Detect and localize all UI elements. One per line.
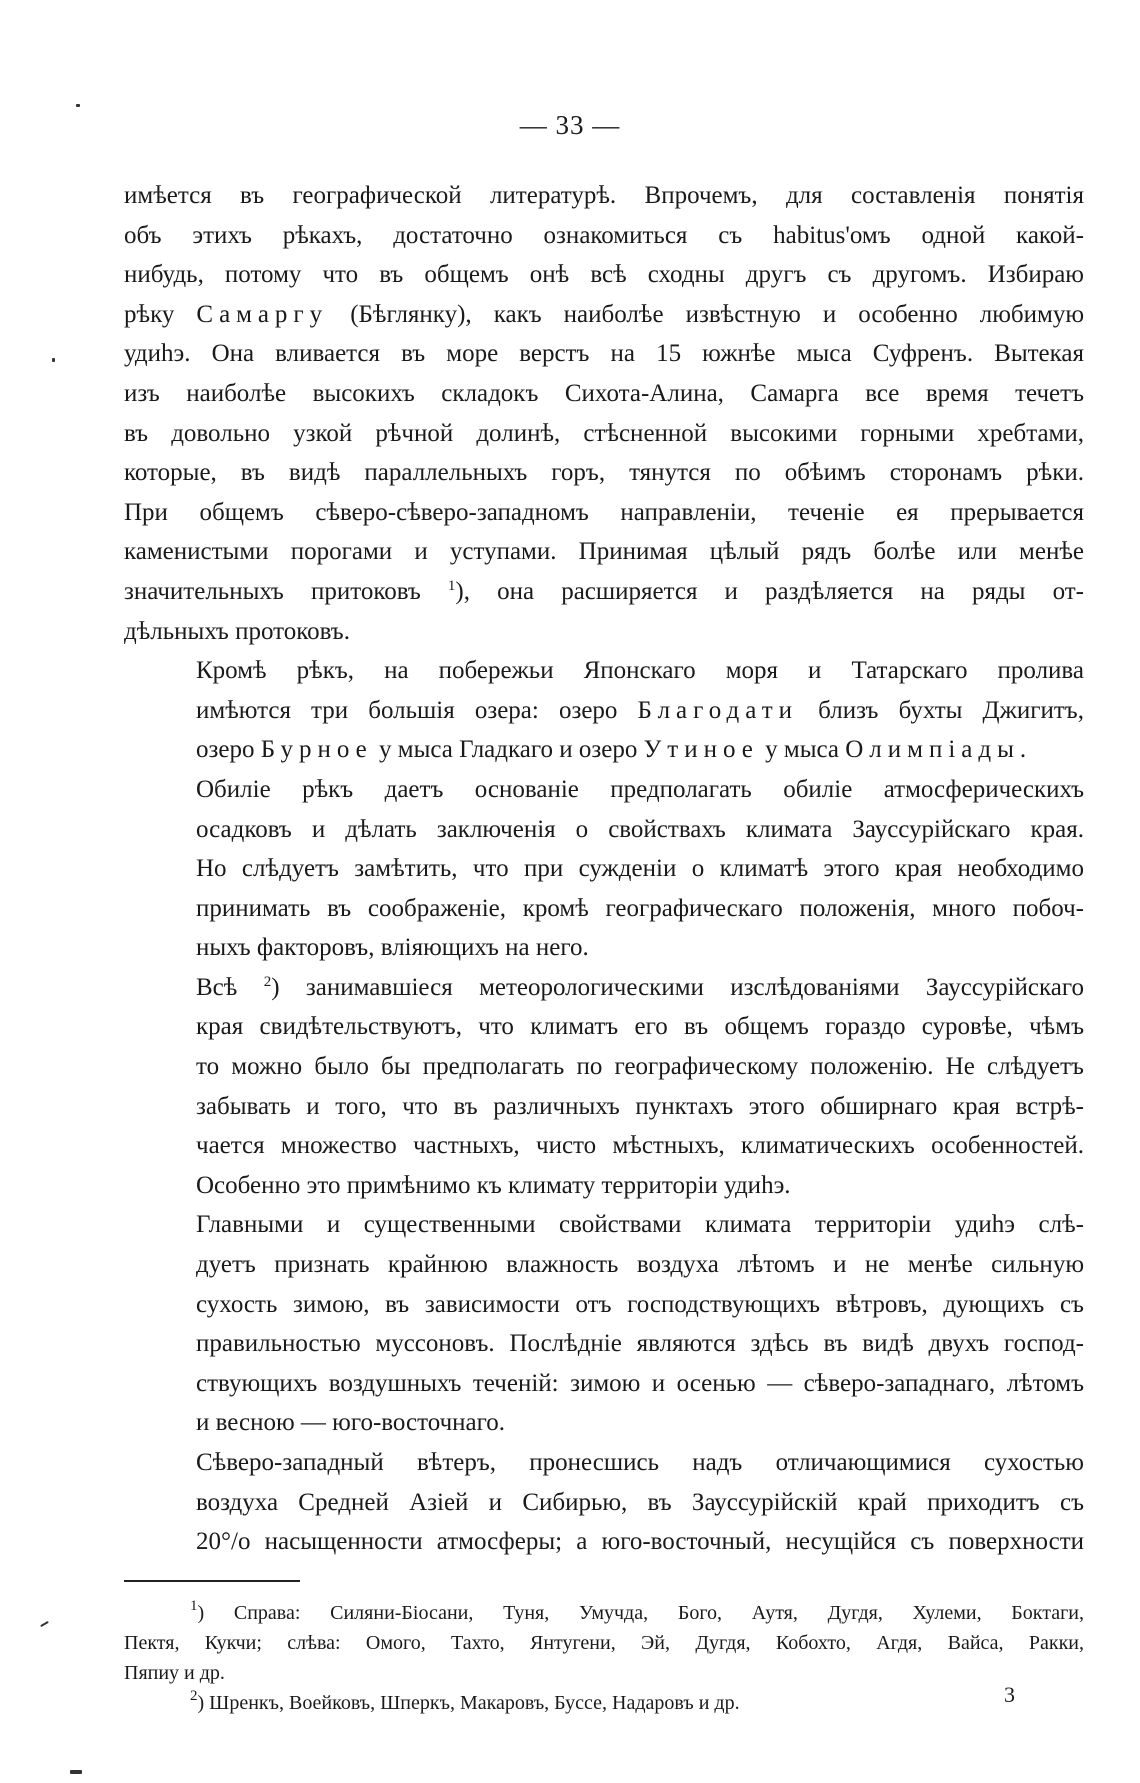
text-line: которые, въ видѣ параллельныхъ горъ, тянутся по обѣимъ сторонамъ рѣки. [124, 459, 1084, 487]
paragraph [124, 968, 1084, 1206]
text-line: ствующихъ воздушныхъ теченій: зимою и осенью — сѣверо-западнаго, лѣтомъ [196, 1369, 1084, 1397]
text-line: принимать въ соображеніе, кромѣ географическаго положенія, много побоч- [196, 894, 1084, 922]
text-line: Главными и существенными свойствами климата территоріи удиһэ слѣ- [196, 1211, 1084, 1239]
text-line: воздуха Средней Азіей и Сибирью, въ Зауссурійскій край приходитъ съ [196, 1488, 1084, 1516]
text-line: сухость зимою, въ зависимости отъ господствующихъ вѣтровъ, дующихъ съ [196, 1290, 1084, 1318]
text-line: дуетъ признать крайнюю влажность воздуха лѣтомъ и не менѣе сильную [196, 1251, 1084, 1279]
text-line: изъ наиболѣе высокихъ складокъ Сихота-Алина, Самарга все время течетъ [124, 379, 1084, 407]
text-line: При общемъ сѣверо-сѣверо-западномъ направленіи, теченіе ея прерывается [124, 498, 1084, 526]
text-line: объ этихъ рѣкахъ, достаточно ознакомиться съ habitus'омъ одной какой- [124, 221, 1084, 249]
footnote-2 [124, 1688, 1084, 1718]
footnote-reference: 2 [190, 1688, 198, 1704]
scan-speck [52, 358, 55, 362]
text-line: края свидѣтельствуютъ, что климатъ его въ общемъ гораздо суровѣе, чѣмъ [196, 1013, 1084, 1041]
spaced-name: Бурное [260, 736, 373, 764]
spaced-name: Самаргу [196, 300, 329, 328]
paragraph [124, 1443, 1084, 1562]
paragraph [124, 1205, 1084, 1443]
scan-speck [70, 1770, 82, 1774]
footnote-line: Пектя, Кукчи; слѣва: Омого, Тахто, Янтугени, Эй, Дугдя, Кобохто, Агдя, Вайса, Ракки, [124, 1632, 1084, 1654]
footnotes [124, 1598, 1084, 1718]
body-text [124, 176, 1084, 1562]
text-line: въ довольно узкой рѣчной долинѣ, стѣсненной высокими горными хребтами, [124, 419, 1084, 447]
text-line: Особенно это примѣнимо къ климату территоріи удиһэ. [196, 1171, 791, 1199]
footnote-line: $^1$) Справа: Силяни-Біосани, Туня, Умучда, Бого, Аутя, Дугдя, Хулеми, Боктаги, [190, 1598, 1084, 1624]
text-line: Сѣверо-западный вѣтеръ, пронесшись надъ отличающимися сухостью [196, 1449, 1084, 1476]
text-line: Но слѣдуетъ замѣтить, что при сужденіи о климатѣ этого края необходимо [196, 855, 1084, 883]
text-line: имѣется въ географической литературѣ. Впрочемъ, для составленія понятія [124, 182, 1084, 209]
text-line: 20°/о насыщенности атмосферы; а юго-восточный, несущійся съ поверхности [196, 1528, 1084, 1556]
page-number: — 33 — [519, 110, 621, 140]
text-line: и весною — юго-восточнаго. [196, 1409, 506, 1437]
text-line: дѣльныхъ протоковъ. [124, 617, 350, 645]
text-line: Всѣ $^2$) занимавшіеся метеорологическими изслѣдованіями Зауссурійскаго [196, 973, 1084, 1001]
footnote-reference: 1 [190, 1598, 198, 1614]
paragraph [124, 176, 1084, 651]
text-line: чается множество частныхъ, чисто мѣстныхъ, климатическихъ особенностей. [196, 1132, 1084, 1160]
spaced-name: Благодати [637, 696, 799, 724]
text-line: ныхъ факторовъ, вліяющихъ на него. [196, 934, 589, 962]
text-line: значительныхъ притоковъ $^1$), она расширяется и раздѣляется на ряды от- [124, 577, 1084, 605]
text-line: каменистыми порогами и уступами. Принимая цѣлый рядъ болѣе или менѣе [124, 538, 1084, 566]
footnote-reference: 2 [263, 973, 272, 990]
text-line: Обиліе рѣкъ даетъ основаніе предполагать обиліе атмосферическихъ [196, 775, 1084, 803]
scan-speck [40, 1621, 49, 1627]
text-line: правильностью муссоновъ. Послѣдніе являются здѣсь въ видѣ двухъ господ- [196, 1330, 1084, 1358]
footnote-reference: 1 [447, 577, 456, 594]
spaced-name: Утиное [643, 736, 759, 764]
footnote-line: $^2$) Шренкъ, Воейковъ, Шперкъ, Макаровъ, Буссе, Надаровъ и др. [190, 1688, 740, 1714]
spaced-name: Олимпіады [845, 736, 1020, 764]
footnote-divider [124, 1580, 300, 1582]
signature-mark: 3 [1004, 1682, 1015, 1707]
text-line: нибудь, потому что въ общемъ онѣ всѣ сходны другъ съ другомъ. Избираю [124, 261, 1084, 289]
text-line: то можно было бы предполагать по географическому положенію. Не слѣдуетъ [196, 1053, 1084, 1081]
footnote-line: Пяпиу и др. [124, 1662, 225, 1684]
paragraph [124, 770, 1084, 968]
text-line: забывать и того, что въ различныхъ пунктахъ этого обширнаго края встрѣ- [196, 1092, 1084, 1120]
text-line: имѣются три большія озера: озеро Благодати близъ бухты Джигитъ, [196, 696, 1084, 724]
footnote-1 [124, 1598, 1084, 1688]
paragraph [124, 651, 1084, 770]
text-line: рѣку Самаргу (Бѣглянку), какъ наиболѣе извѣстную и особенно любимую [124, 300, 1084, 328]
scan-speck [76, 104, 80, 107]
text-line: озеро Бурное у мыса Гладкаго и озеро Утиное у мыса Олимпіады. [196, 736, 1027, 764]
text-line: Кромѣ рѣкъ, на побережьи Японскаго моря и Татарскаго пролива [196, 657, 1084, 685]
text-line: осадковъ и дѣлать заключенія о свойствахъ климата Зауссурійскаго края. [196, 815, 1084, 843]
text-line: удиһэ. Она вливается въ море верстъ на 15 южнѣе мыса Суфренъ. Вытекая [124, 340, 1084, 368]
